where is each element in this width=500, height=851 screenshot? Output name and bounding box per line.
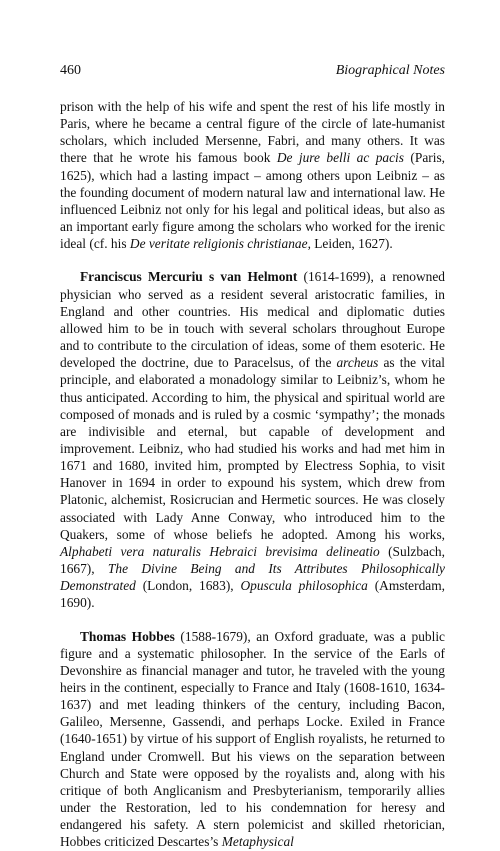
book-title: De veritate religionis christianae	[129, 236, 308, 252]
text-run: (1588-1679), an Oxford graduate, was a public figure and a systematic philosopher. In the service of the Earls of Devonshire as financial manager and tutor, he traveled with the young heirs in the continent, especially to France and Italy (1608-1610, 1634-1637) and met leading thinkers of the century, including Bacon, Galileo, Mersenne, Gassendi, and perhaps Locke. Exiled in France (1640-1651) by virtue of his support of English royalists, he returned to England under Cromwell. But his views on the separation between Church and State were opposed by the royalists and, along with his critique of both Anglicanism and Presbyterianism, temporarily allies under the Restoration, led to his condemnation for heresy and endangered his safety. A stern polemicist and skilled rhetorician, Hobbes criticized Descartes’s	[60, 628, 445, 850]
helmont-entry	[60, 268, 445, 611]
text-run: , Leiden, 1627).	[307, 236, 393, 252]
book-title: Opuscula philosophica	[240, 578, 368, 594]
book-title: Metaphysical	[221, 834, 294, 850]
grotius-continuation-paragraph	[60, 98, 445, 252]
book-title: The Divine Being and Its Attributes Philosophically Demonstrated	[60, 561, 446, 594]
running-head	[60, 62, 445, 80]
hobbes-entry	[60, 628, 445, 851]
book-page	[60, 62, 445, 851]
term: archeus	[336, 355, 379, 371]
book-title: De jure belli ac pacis	[276, 150, 404, 166]
text-run: (Amsterdam, 1690).	[60, 578, 445, 611]
text-run: as the vital principle, and elaborated a monadology similar to Leibniz’s, whom he thus anticipated. According to him, the physical and spiritual world are composed of monads and is ruled by a cosmic ‘sympathy’; the monads are indivisible and eternal, but capable of development and improvement. Leibniz, who had studied his works and had met him in 1671 and 1680, invited him, prompted by Electress Sophia, to visit Hanover in 1694 in order to expound his system, which drew from Platonic, alchemist, Rosicrucian and Hermetic sources. He was closely associated with Lady Anne Conway, who introduced him to the Quakers, some of whose beliefs he adopted. Among his works,	[60, 355, 445, 542]
section-title: Biographical Notes	[335, 63, 445, 78]
text-run: prison with the help of his wife and spent the rest of his life mostly in Paris, where he became a central figure of the circle of late-humanist scholars, which included Mersenne, Fabri, and many others. It was there that he wrote his famous book	[60, 99, 445, 166]
text-run: (1614-1699), a renowned physician who served as a resident several aristocratic families, in England and other countries. His medical and diplomatic duties allowed him to be in touch with several scholars throughout Europe and to contribute to the circulation of ideas, some of them esoteric. He developed the doctrine, due to Paracelsus, of the	[60, 269, 445, 371]
entry-name: Thomas Hobbes	[80, 628, 175, 644]
text-run: (London, 1683),	[135, 578, 241, 594]
page-number: 460	[60, 63, 81, 78]
text-run: (Paris, 1625), which had a lasting impact – among others upon Leibniz – as the founding document of modern natural law and international law. He influenced Leibniz not only for his legal and political ideas, but also as an important early figure among the scholars who worked for the irenic ideal (cf. his	[60, 150, 446, 252]
book-title: Alphabeti vera naturalis Hebraici brevisima delineatio	[60, 543, 380, 559]
text-run: (Sulzbach, 1667),	[60, 543, 445, 577]
entry-name: Franciscus Mercuriu s van Helmont	[80, 269, 298, 285]
